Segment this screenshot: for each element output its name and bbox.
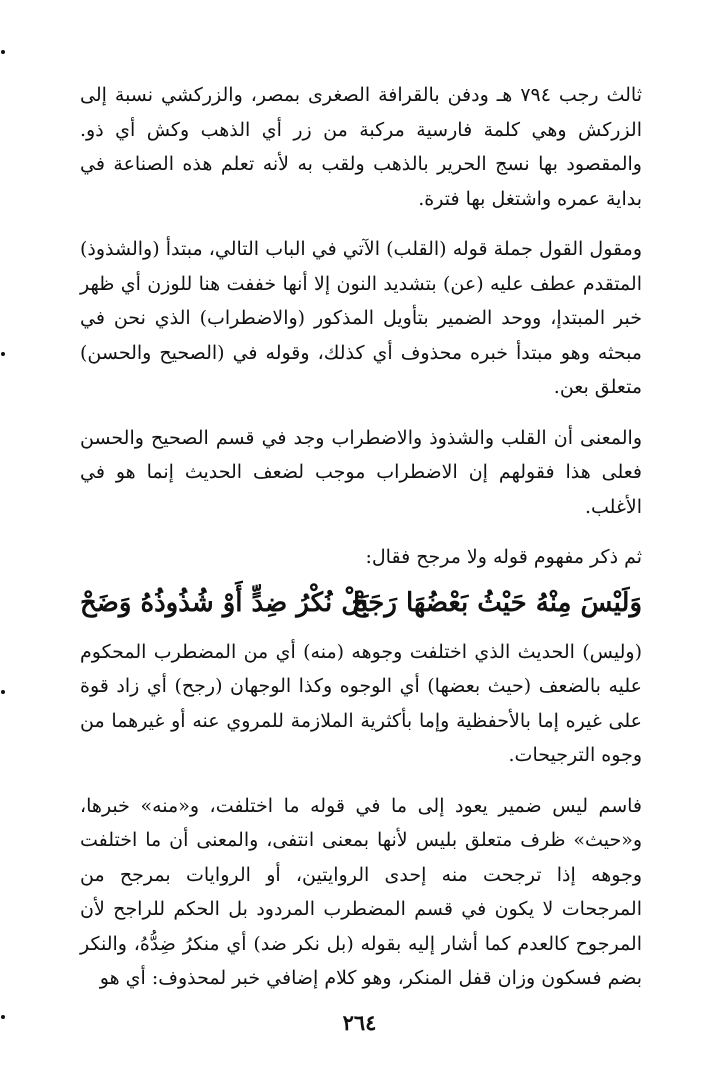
verse-hemistich-first: وَلَيْسَ مِنْهُ حَيْثُ بَعْضُهَا رَجَحْ [351, 587, 642, 618]
verse-line [80, 581, 642, 625]
page-number: ٢٦٤ [342, 1010, 377, 1035]
paragraph-commentary-1: (وليس) الحديث الذي اختلفت وجوهه (منه) أي من المضطرب المحكوم عليه بالضعف (حيث بعضها) أي الوجوه وكذا الوجهان (رجح) أي زاد قوة على غيره إما بالأحفظية وإما بأكثرية الملازمة للمروي عنه أو غيرهما من وجوه الترجيحات. [80, 640, 642, 766]
margin-mark [1, 690, 5, 694]
margin-mark [1, 50, 5, 54]
paragraph-commentary-2: فاسم ليس ضمير يعود إلى ما في قوله ما اختلفت، و«منه» خبرها، و«حيث» ظرف متعلق بليس لأنها بمعنى انتفى، والمعنى أن ما اختلفت وجوهه إذا ترجحت منه إحدى الروايتين، أو الروايات بمرجح من المرجحات لا يكون في قسم المضطرب المردود بل الحكم للراجح لأن المرجوح كالعدم كما أشار إليه بقوله (بل نكر ضد) أي منكرُ ضِدُّهُ، والنكر بضم فسكون وزان قفل المنكر، وهو كلام إضافي خبر لمحذوف: أي هو [80, 794, 642, 989]
margin-mark [1, 352, 5, 356]
paragraph-grammar: ومقول القول جملة قوله (القلب) الآتي في الباب التالي، مبتدأ (والشذوذ) المتقدم عطف عليه (عن) بتشديد النون إلا أنها خففت هنا للوزن أي ظهر خبر المبتدإ، ووحد الضمير بتأويل المذكور (والاضطراب) الذي نحن في مبحثه وهو مبتدأ خبره محذوف أي كذلك، وقوله في (الصحيح والحسن) متعلق بعن. [80, 238, 642, 398]
margin-mark [1, 1015, 5, 1019]
paragraph-meaning: والمعنى أن القلب والشذوذ والاضطراب وجد في قسم الصحيح والحسن فعلى هذا فقولهم إن الاضطراب موجب لضعف الحديث إنما هو في الأغلب. [80, 426, 642, 518]
page-body [80, 78, 642, 996]
intro-line: ثم ذكر مفهوم قوله ولا مرجح فقال: [365, 546, 642, 568]
verse-hemistich-second: بَلْ نُكْرُ ضِدٍّ أَوْ شُذُوذُهُ وَضَحْ [80, 587, 369, 618]
paragraph-biography: ثالث رجب ٧٩٤ هـ ودفن بالقرافة الصغرى بمصر، والزركشي نسبة إلى الزركش وهي كلمة فارسية مركبة من زر أي الذهب وكش أي ذو. والمقصود بها نسج الحرير بالذهب ولقب به لأنه تعلم هذه الصناعة في بداية عمره واشتغل بها فترة. [80, 84, 642, 210]
